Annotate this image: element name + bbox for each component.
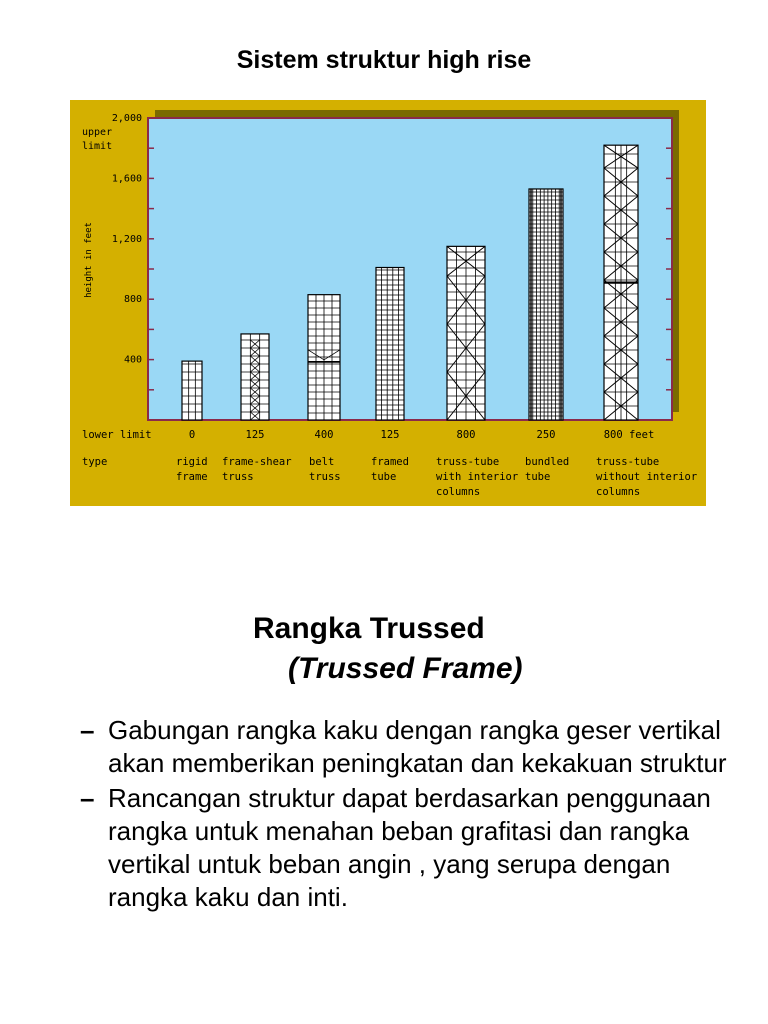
- lower-limit-row-label: lower limit: [82, 429, 152, 441]
- bullet-item: [80, 782, 740, 914]
- type-label: bundled: [525, 456, 570, 468]
- type-label: belt: [309, 456, 335, 468]
- bar-body: [182, 361, 202, 420]
- upper-limit-label: [82, 127, 112, 152]
- type-row-label: type: [82, 456, 108, 468]
- type-label: without interior: [596, 471, 698, 483]
- lower-limit-value: 0: [188, 429, 196, 441]
- bullet-list: [80, 714, 740, 916]
- x-labels: [176, 429, 697, 498]
- bar-3: [308, 295, 340, 420]
- upper-limit-text: limit: [82, 141, 113, 152]
- bar-body: [241, 334, 269, 420]
- y-tick-label: 1,200: [111, 233, 142, 245]
- lower-limit-value: 800: [456, 429, 476, 441]
- bullet-marker: –: [80, 783, 95, 813]
- lower-limit-value: 400: [314, 429, 334, 441]
- y-tick-label: 800: [123, 294, 142, 306]
- bar-5: [447, 246, 485, 420]
- lower-limit-value: 125: [380, 429, 400, 441]
- lower-limit-value: 125: [245, 429, 265, 441]
- type-label: columns: [596, 486, 641, 498]
- y-tick-label: 1,600: [111, 173, 142, 185]
- height-chart: [70, 100, 706, 506]
- y-axis-label: height in feet: [84, 222, 94, 298]
- lower-limit-value: 250: [536, 429, 556, 441]
- type-label: columns: [436, 486, 481, 498]
- type-label: frame-shear: [222, 456, 292, 468]
- bar-6: [529, 189, 563, 420]
- type-label: truss-tube: [596, 456, 660, 468]
- type-label: framed: [371, 456, 409, 468]
- bullet-marker: –: [80, 715, 95, 745]
- type-label: tube: [371, 471, 397, 483]
- bullet-text: Rancangan struktur dapat berdasarkan penggunaan rangka untuk menahan beban grafitasi dan rangka vertikal untuk beban angin , yang serupa dengan rangka kaku dan inti.: [108, 783, 711, 912]
- upper-limit-text: upper: [82, 127, 113, 138]
- y-tick-label: 400: [123, 354, 142, 366]
- bar-4: [376, 267, 404, 420]
- bar-7: [604, 145, 638, 420]
- section-heading: Rangka Trussed: [253, 612, 485, 645]
- bullet-item: [80, 714, 740, 780]
- type-label: frame: [176, 471, 208, 483]
- bar-1: [182, 361, 202, 420]
- type-label: truss: [309, 471, 341, 483]
- type-label: rigid: [176, 456, 208, 468]
- slide-title: Sistem struktur high rise: [236, 46, 532, 74]
- bullet-text: Gabungan rangka kaku dengan rangka geser vertikal akan memberikan peningkatan dan kekakuan struktur: [108, 715, 727, 778]
- bar-2: [241, 334, 269, 420]
- type-label: with interior: [436, 471, 519, 483]
- y-tick-label: 2,000: [111, 113, 142, 124]
- type-label: truss: [222, 471, 254, 483]
- lower-limit-value: 800 feet: [603, 429, 655, 441]
- section-subheading: (Trussed Frame): [288, 652, 523, 685]
- type-label: tube: [525, 471, 551, 483]
- height-chart-figure: [70, 100, 706, 506]
- plot-area: [148, 118, 672, 420]
- type-label: truss-tube: [436, 456, 500, 468]
